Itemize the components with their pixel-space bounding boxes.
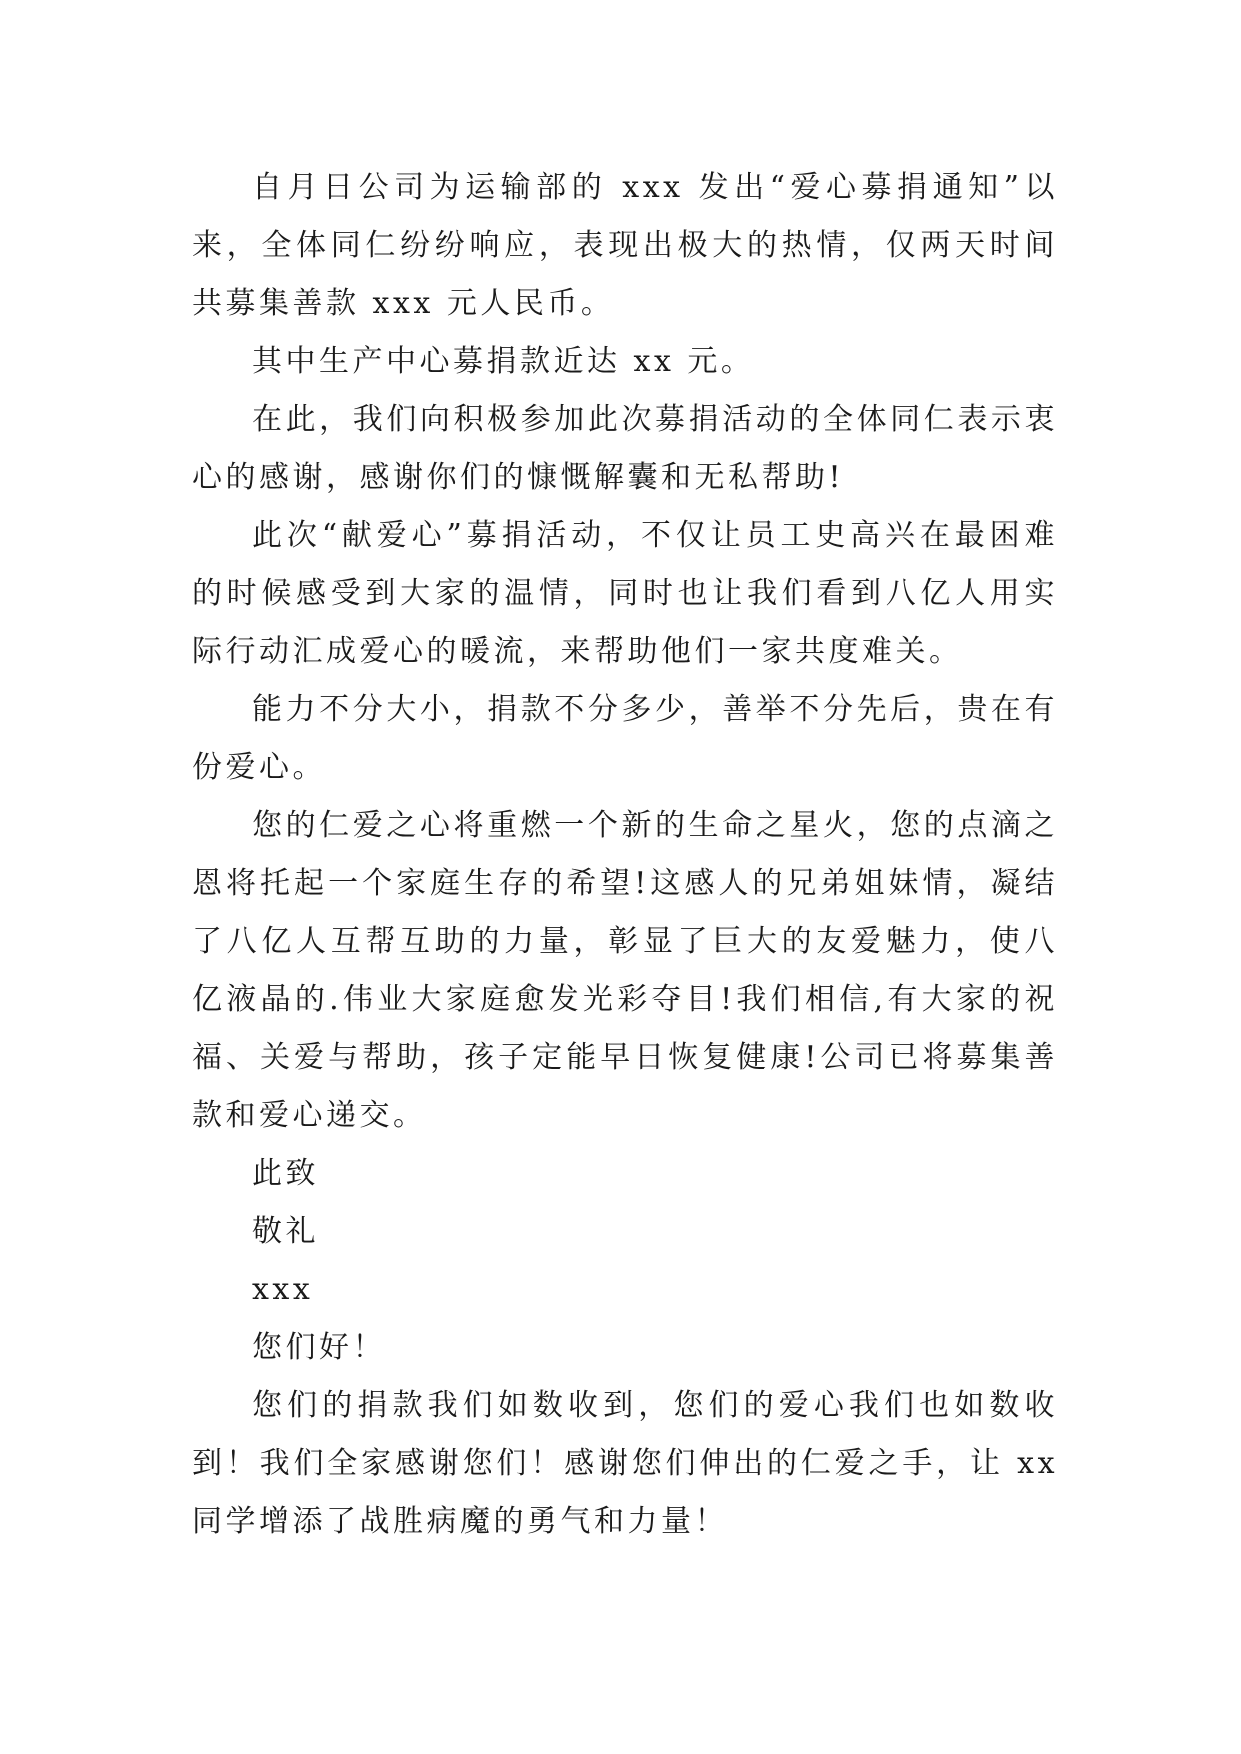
signature: xxx xyxy=(252,1272,314,1307)
document-body xyxy=(192,159,1058,1551)
paragraph-kindness: 您的仁爱之心将重燃一个新的生命之星火，您的点滴之恩将托起一个家庭生存的希望!这感人的兄弟姐妹情，凝结了八亿人互帮互助的力量，彰显了巨大的友爱魅力，使八亿液晶的.伟业大家庭愈发光彩夺目!我们相信,有大家的祝福、关爱与帮助，孩子定能早日恢复健康!公司已将募集善款和爱心递交。 xyxy=(192,808,1058,1133)
closing-regards: 敬礼 xyxy=(252,1214,319,1249)
paragraph-production-center: 其中生产中心募捐款近达 xx 元。 xyxy=(252,344,755,379)
closing-salutation: 此致 xyxy=(252,1156,319,1191)
paragraph-ability: 能力不分大小，捐款不分多少，善举不分先后，贵在有份爱心。 xyxy=(192,692,1058,785)
paragraph-thanks: 在此，我们向积极参加此次募捐活动的全体同仁表示衷心的感谢，感谢你们的慷慨解囊和无私帮助! xyxy=(192,402,1058,495)
paragraph-donation-notice: 自月日公司为运输部的 xxx 发出“爱心募捐通知”以来，全体同仁纷纷响应，表现出极大的热情，仅两天时间共募集善款 xxx 元人民币。 xyxy=(192,170,1058,321)
greeting: 您们好！ xyxy=(252,1330,386,1365)
paragraph-activity: 此次“献爱心”募捐活动，不仅让员工史高兴在最困难的时候感受到大家的温情，同时也让我们看到八亿人用实际行动汇成爱心的暖流，来帮助他们一家共度难关。 xyxy=(192,518,1058,669)
paragraph-reply: 您们的捐款我们如数收到，您们的爱心我们也如数收到！我们全家感谢您们！感谢您们伸出的仁爱之手，让 xx 同学增添了战胜病魔的勇气和力量！ xyxy=(192,1388,1058,1539)
